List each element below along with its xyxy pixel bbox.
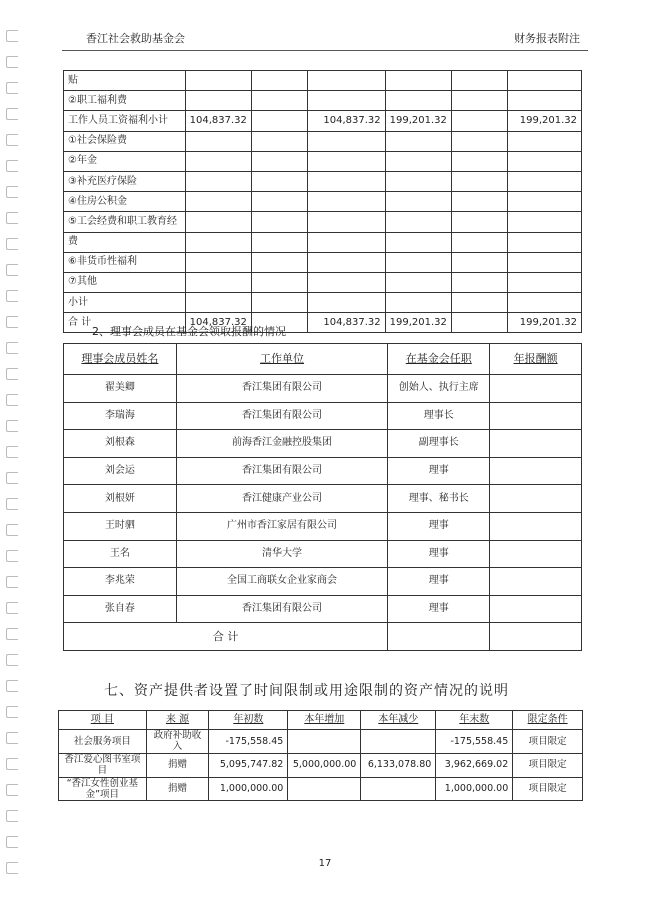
table-cell: 广州市香江家居有限公司: [176, 512, 388, 540]
table-cell: [251, 131, 308, 151]
table-cell: [185, 91, 251, 111]
table-cell: 199,201.32: [507, 111, 581, 131]
table-cell: [490, 430, 582, 458]
table-cell: 104,837.32: [185, 313, 251, 333]
header-cell: [176, 344, 388, 375]
table-cell: [308, 71, 385, 91]
table-row: [64, 272, 582, 292]
table-cell: 合 计: [64, 313, 186, 333]
table-cell: 政府补助收入: [146, 730, 209, 754]
table-cell: [490, 595, 582, 623]
table-cell: 项目限定: [513, 753, 583, 777]
header-label: 来 源: [165, 714, 190, 725]
table-cell: [507, 71, 581, 91]
table-cell: 199,201.32: [385, 313, 451, 333]
table-cell: [185, 71, 251, 91]
table-cell: ①社会保险费: [64, 131, 186, 151]
table-cell: 理事: [388, 568, 490, 596]
header-cell: [64, 344, 177, 375]
table-cell: [385, 252, 451, 272]
table-cell: [308, 192, 385, 212]
table-cell: [308, 151, 385, 171]
table-cell: [451, 151, 507, 171]
table-row: [64, 171, 582, 191]
table-cell: [385, 71, 451, 91]
table-cell: [288, 777, 361, 801]
table-cell: [251, 252, 308, 272]
table-cell: [451, 131, 507, 151]
header-label: 项 目: [90, 714, 114, 725]
table-header-row: [64, 344, 582, 375]
table-cell: [451, 111, 507, 131]
table-cell: [385, 91, 451, 111]
table-cell: 费: [64, 232, 186, 252]
table-cell: [185, 212, 251, 232]
table-cell: [308, 131, 385, 151]
table-row: [64, 293, 582, 313]
table-cell: 香江集团有限公司: [176, 375, 388, 403]
table-cell: ⑥非货币性福利: [64, 252, 186, 272]
table-row: [59, 753, 583, 777]
table-cell: [308, 171, 385, 191]
table-cell: [385, 272, 451, 292]
header-cell: [490, 344, 582, 375]
salary-welfare-table: [63, 70, 582, 333]
table-cell: 清华大学: [176, 540, 388, 568]
table-cell: 理事: [388, 457, 490, 485]
table-row: [64, 212, 582, 232]
table-row: [64, 430, 582, 458]
table-cell: 项目限定: [513, 777, 583, 801]
table-cell: [308, 293, 385, 313]
table-cell: [251, 111, 308, 131]
table-cell: [451, 232, 507, 252]
table-cell: 5,000,000.00: [288, 753, 361, 777]
table-cell: [507, 151, 581, 171]
table-cell: 张自春: [64, 595, 177, 623]
table-cell: [490, 402, 582, 430]
table-cell: [451, 272, 507, 292]
header-cell: [146, 711, 209, 730]
table-cell: [185, 131, 251, 151]
header-cell: [361, 711, 436, 730]
header-label: 限定条件: [527, 714, 568, 725]
header-cell: [288, 711, 361, 730]
table-cell: [507, 192, 581, 212]
table-cell: 前海香江金融控股集团: [176, 430, 388, 458]
table-row: [64, 111, 582, 131]
table-cell: 香江集团有限公司: [176, 595, 388, 623]
table-cell: 贴: [64, 71, 186, 91]
table-cell: [507, 131, 581, 151]
table-cell: [288, 730, 361, 754]
table-cell: [490, 485, 582, 513]
table-row: [64, 91, 582, 111]
table-cell: 理事: [388, 512, 490, 540]
table-cell: [385, 293, 451, 313]
table-cell: 创始人、执行主席: [388, 375, 490, 403]
table-cell: ⑤工会经费和职工教育经: [64, 212, 186, 232]
header-org-name: 香江社会救助基金会: [86, 32, 185, 45]
table-cell: 1,000,000.00: [436, 777, 513, 801]
table-cell: [507, 212, 581, 232]
header-remuneration: 年报酬额: [513, 352, 558, 366]
table-cell: [185, 272, 251, 292]
table-cell: [361, 777, 436, 801]
table-cell: [251, 272, 308, 292]
table-cell: 199,201.32: [507, 313, 581, 333]
table-cell: ⑦其他: [64, 272, 186, 292]
table-cell: [388, 623, 490, 651]
table-cell: 104,837.32: [308, 313, 385, 333]
table-cell: -175,558.45: [209, 730, 288, 754]
table-cell: [385, 151, 451, 171]
table-cell: [251, 293, 308, 313]
table-cell: [507, 91, 581, 111]
table-row: [64, 375, 582, 403]
table-cell: [507, 272, 581, 292]
table-cell: [361, 730, 436, 754]
table-cell: 工作人员工资福利小计: [64, 111, 186, 131]
table-cell: ③补充医疗保险: [64, 171, 186, 191]
header-employer: 工作单位: [260, 352, 305, 366]
table-cell: [507, 252, 581, 272]
table-cell: 全国工商联女企业家商会: [176, 568, 388, 596]
table-header-row: [59, 711, 583, 730]
header-name: 理事会成员姓名: [81, 352, 159, 366]
table-cell: [308, 252, 385, 272]
header-cell: [388, 344, 490, 375]
table-cell: [185, 232, 251, 252]
table-row: [64, 457, 582, 485]
table-row: [64, 131, 582, 151]
binding-rings: [6, 30, 20, 890]
table-cell: [507, 232, 581, 252]
table-row: [64, 512, 582, 540]
table-cell: [507, 293, 581, 313]
table-cell: 社会服务项目: [59, 730, 147, 754]
table-cell: [385, 192, 451, 212]
table-cell: [308, 91, 385, 111]
table-cell: 104,837.32: [308, 111, 385, 131]
table-cell: 王时驷: [64, 512, 177, 540]
table-row: [64, 192, 582, 212]
table-row: [64, 402, 582, 430]
table-cell: [490, 540, 582, 568]
page-header: [62, 28, 588, 51]
table-cell: ②职工福利费: [64, 91, 186, 111]
table-cell: 香江健康产业公司: [176, 485, 388, 513]
table-cell: [490, 457, 582, 485]
table-row: [59, 777, 583, 801]
restricted-assets-table: [58, 710, 583, 801]
header-label: 本年增加: [304, 714, 345, 725]
table-cell: 副理事长: [388, 430, 490, 458]
table-cell: [451, 71, 507, 91]
table-cell: 李兆荣: [64, 568, 177, 596]
header-cell: [513, 711, 583, 730]
table-cell: [251, 232, 308, 252]
table-cell: 1,000,000.00: [209, 777, 288, 801]
page-number: 17: [318, 858, 332, 869]
table-cell: [251, 212, 308, 232]
table-cell: 翟美卿: [64, 375, 177, 403]
table-cell: [385, 131, 451, 151]
table-cell: [308, 272, 385, 292]
table-row: [64, 252, 582, 272]
total-row: [64, 623, 582, 651]
table-cell: [490, 623, 582, 651]
table-cell: 理事、秘书长: [388, 485, 490, 513]
board-remuneration-table: [63, 343, 582, 651]
table-row: [64, 485, 582, 513]
table-cell: 香江爱心图书室项目: [59, 753, 147, 777]
table-row: [64, 595, 582, 623]
table-cell: 刘会运: [64, 457, 177, 485]
table-row: [64, 71, 582, 91]
table-cell: [185, 293, 251, 313]
table-cell: 5,095,747.82: [209, 753, 288, 777]
table-cell: [185, 171, 251, 191]
salary-welfare-table-body: [64, 71, 582, 333]
table-cell: [385, 232, 451, 252]
table-cell: [308, 212, 385, 232]
table-cell: [385, 171, 451, 191]
total-label: 合 计: [64, 623, 388, 651]
table-cell: 捐赠: [146, 753, 209, 777]
table-cell: 199,201.32: [385, 111, 451, 131]
table-cell: ④住房公积金: [64, 192, 186, 212]
table-cell: [185, 151, 251, 171]
header-doc-title: 财务报表附注: [514, 32, 580, 45]
table-cell: [451, 212, 507, 232]
table-cell: [451, 252, 507, 272]
table-cell: 香江集团有限公司: [176, 402, 388, 430]
table-cell: [490, 568, 582, 596]
table-cell: [308, 232, 385, 252]
table-cell: -175,558.45: [436, 730, 513, 754]
table-cell: 项目限定: [513, 730, 583, 754]
table-cell: 刘根森: [64, 430, 177, 458]
table-cell: 香江集团有限公司: [176, 457, 388, 485]
table-cell: [490, 512, 582, 540]
table-cell: 刘根妍: [64, 485, 177, 513]
header-label: 本年减少: [378, 714, 419, 725]
table-cell: [490, 375, 582, 403]
table-cell: 理事: [388, 540, 490, 568]
section7-title: 七、资产提供者设置了时间限制或用途限制的资产情况的说明: [104, 683, 509, 699]
table-cell: [251, 71, 308, 91]
table-cell: [251, 151, 308, 171]
table-cell: “香江女性创业基金”项目: [59, 777, 147, 801]
restricted-assets-table-body: [59, 711, 583, 801]
table-cell: [451, 313, 507, 333]
table-cell: [185, 192, 251, 212]
board-remuneration-rows: [64, 375, 582, 623]
table-row: [64, 568, 582, 596]
table-cell: 小计: [64, 293, 186, 313]
table-cell: 104,837.32: [185, 111, 251, 131]
table-cell: [451, 171, 507, 191]
table-cell: 3,962,669.02: [436, 753, 513, 777]
table-row: [59, 730, 583, 754]
header-label: 年末数: [459, 714, 490, 725]
table-cell: 捐赠: [146, 777, 209, 801]
header-cell: [59, 711, 147, 730]
table-cell: [251, 192, 308, 212]
table-cell: [451, 293, 507, 313]
table-cell: 李瑞海: [64, 402, 177, 430]
table-cell: [251, 91, 308, 111]
table-cell: [507, 171, 581, 191]
table-cell: 理事长: [388, 402, 490, 430]
table-cell: [185, 252, 251, 272]
table-row: [64, 232, 582, 252]
table-cell: [251, 171, 308, 191]
header-cell: [436, 711, 513, 730]
header-label: 年初数: [233, 714, 264, 725]
header-position: 在基金会任职: [405, 352, 472, 366]
table-cell: [451, 91, 507, 111]
section2-title: 2、理事会成员在基金会领取报酬的情况: [92, 325, 286, 338]
table-row: [64, 151, 582, 171]
table-cell: 王名: [64, 540, 177, 568]
table-cell: ②年金: [64, 151, 186, 171]
header-cell: [209, 711, 288, 730]
table-cell: 6,133,078.80: [361, 753, 436, 777]
table-row: [64, 540, 582, 568]
table-cell: [385, 212, 451, 232]
table-cell: 理事: [388, 595, 490, 623]
table-cell: [451, 192, 507, 212]
